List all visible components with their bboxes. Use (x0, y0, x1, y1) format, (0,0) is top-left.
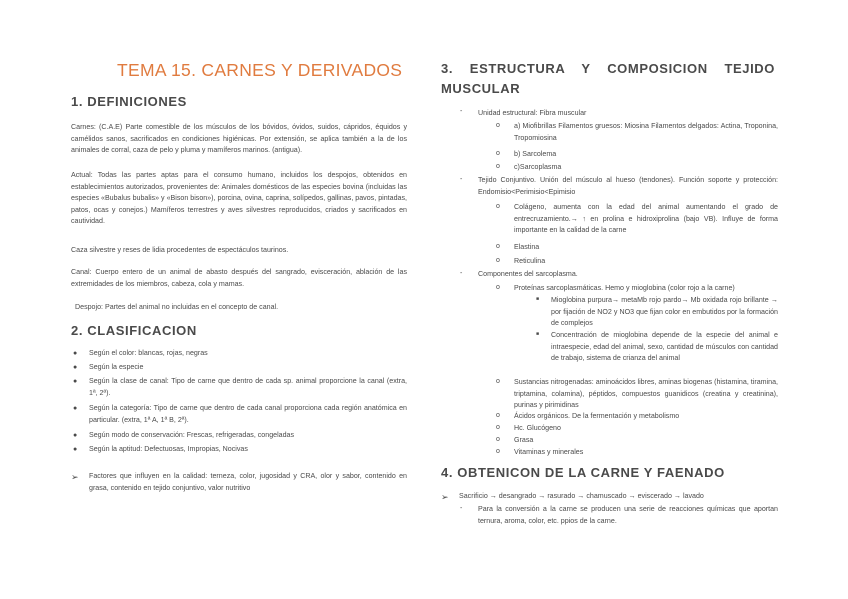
definition-actual: Actual: Todas las partes aptas para el consumo humano, incluidos los despojos, obtenidos en establecimientos autorizados, provenientes de: Animales domésticos de las especies bovina (incluidas las especies «Bubalus bubalis» y «Bison bison»), porcina, ovina, caprina, solípedos, gallinas, pavos, pintadas, patos, ocas y conejos.) Mamíferos terrestres y aves silvestres reproducidos, criados y sacrificados en cautividad. (71, 171, 407, 226)
list-item: Sustancias nitrogenadas: aminoácidos libres, aminas biogenas (histamina, tiramina, triptamina, colamina), péptidos, compuestos guanidicos (creatina y creatinina), purinas y pirimidinas (514, 378, 778, 410)
section-3-heading-text: 3. ESTRUCTURA Y COMPOSICION TEJIDO MUSCULAR (441, 61, 775, 96)
page-title: TEMA 15. CARNES Y DERIVADOS (117, 60, 403, 80)
square-bullet-icon: ■ (536, 331, 540, 337)
definition-canal: Canal: Cuerpo entero de un animal de abasto después del sangrado, evisceración, ablación de las extremidades de los miembros, cabeza, cola y mamas. (71, 268, 407, 288)
circle-bullet-icon: o (496, 163, 500, 170)
circle-bullet-icon: o (496, 150, 500, 157)
section-1-heading: 1. DEFINICIONES (71, 94, 187, 109)
circle-bullet-icon: o (496, 257, 500, 264)
list-item: Ácidos orgánicos. De la fermentación y metabolismo (514, 412, 680, 420)
circle-bullet-icon: o (496, 203, 500, 210)
circle-bullet-icon: o (496, 122, 500, 129)
bullet-icon: ● (73, 364, 78, 371)
list-item: Según modo de conservación: Frescas, refrigeradas, congeladas (89, 431, 295, 439)
circle-bullet-icon: o (496, 378, 500, 385)
circle-bullet-icon: o (496, 243, 500, 250)
list-item: Componentes del sarcoplasma. (478, 270, 578, 278)
list-item: Concentración de mioglobina depende de la especie del animal e intraespecie, edad del animal, sexo, cantidad de músculos con cantidad de trabajo, sistema de crianza del animal (551, 331, 778, 363)
definition-caza: Caza silvestre y reses de lidia procedentes de espectáculos taurinos. (71, 246, 289, 254)
list-item: c)Sarcoplasma (514, 163, 562, 171)
list-item: Colágeno, aumenta con la edad del animal aumentando el grado de entrecruzamiento.→ ↑ en prolina e hidroxiprolina (bajo VB). Influye de forma importante en la calidad de la carne (514, 203, 778, 235)
square-bullet-icon: ■ (536, 296, 540, 302)
list-item: Según la aptitud: Defectuosas, Impropias, Nocivas (89, 445, 248, 453)
circle-bullet-icon: o (496, 284, 500, 291)
dash-bullet-icon: - (460, 270, 463, 277)
dash-bullet-icon: - (460, 505, 463, 512)
circle-bullet-icon: o (496, 412, 500, 419)
arrow-bullet-icon: ➢ (441, 492, 449, 502)
list-item: Unidad estructural: Fibra muscular (478, 109, 587, 117)
dash-bullet-icon: - (460, 108, 463, 115)
circle-bullet-icon: o (496, 436, 500, 443)
list-item: Sacrificio → desangrado → rasurado → chamuscado → eviscerado → lavado (459, 492, 704, 500)
list-item: Proteínas sarcoplasmáticas. Hemo y mioglobina (color rojo a la carne) (514, 284, 735, 292)
section-4-heading: 4. OBTENICON DE LA CARNE Y FAENADO (441, 465, 725, 480)
bullet-icon: ● (73, 432, 78, 439)
list-item: Según la especie (89, 363, 144, 371)
section-2-heading: 2. CLASIFICACION (71, 323, 197, 338)
list-item: Según el color: blancas, rojas, negras (89, 349, 208, 357)
circle-bullet-icon: o (496, 424, 500, 431)
list-item: Según la clase de canal: Tipo de carne que dentro de cada sp. animal proporcione la canal (extra, 1ª, 2ª). (89, 377, 407, 397)
list-item: Mioglobina purpura→ metaMb rojo pardo→ Mb oxidada rojo brillante → por fijación de NO2 y NO3 que fijan color en embutidos por la formación de complejos (551, 296, 778, 328)
list-item: Elastina (514, 243, 540, 251)
list-item: Grasa (514, 436, 534, 444)
list-item: b) Sarcolema (514, 150, 557, 158)
quality-factors: Factores que influyen en la calidad: terneza, color, jugosidad y CRA, olor y sabor, contenido en grasa, contenido en tejido conjuntivo, valor nutritivo (89, 472, 407, 492)
arrow-bullet-icon: ➢ (71, 472, 79, 482)
dash-bullet-icon: - (460, 176, 463, 183)
circle-bullet-icon: o (496, 448, 500, 455)
bullet-icon: ● (73, 446, 78, 453)
definition-despojo: Despojo: Partes del animal no incluidas en el concepto de canal. (75, 303, 279, 311)
section-3-heading (441, 59, 775, 98)
bullet-icon: ● (73, 405, 78, 412)
list-item: Reticulina (514, 257, 546, 265)
list-item: Hc. Glucógeno (514, 424, 561, 432)
list-item: Según la categoría: Tipo de carne que dentro de cada canal proporciona cada región anatómica en particular. (extra, 1ª A, 1ª B, 2ª). (89, 404, 407, 424)
list-item: a) Miofibrillas Filamentos gruesos: Miosina Filamentos delgados: Actina, Troponina, Tropomiosina (514, 122, 778, 142)
list-item: Vitaminas y minerales (514, 448, 584, 456)
definition-carnes: Carnes: (C.A.E) Parte comestible de los músculos de los bóvidos, óvidos, suidos, cápridos, équidos y camélidos sanos, sacrificados en condiciones higiénicas. Por extensión, se aplica también a la de los animales de corral, caza de pelo y pluma y mamíferos marinos. (antigua). (71, 123, 407, 155)
list-item: Tejido Conjuntivo. Unión del músculo al hueso (tendones). Función soporte y protección: Endomisio<Perimisio<Epimisio (478, 176, 778, 196)
list-item: Para la conversión a la carne se producen una serie de reacciones químicas que aportan ternura, aroma, color, etc. ppios de la carne. (478, 505, 778, 525)
bullet-icon: ● (73, 350, 78, 357)
bullet-icon: ● (73, 378, 78, 385)
